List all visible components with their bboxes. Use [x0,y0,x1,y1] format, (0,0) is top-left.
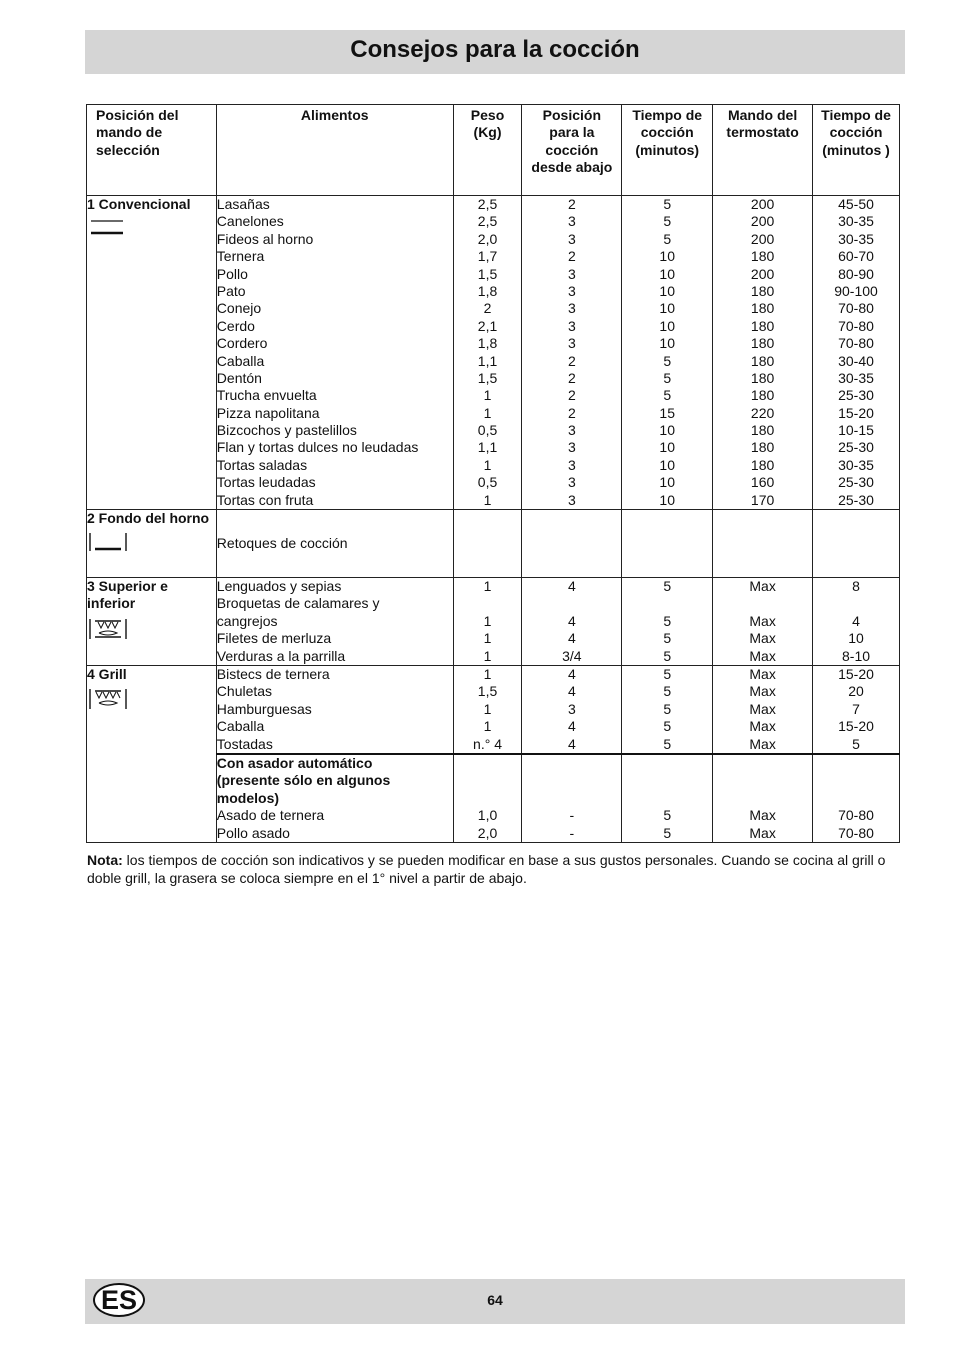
cell-value: Pizza napolitana [216,404,320,421]
cell-value: 10 [659,335,675,352]
cell-value: 0,5 [477,474,498,491]
cell-value: 1,5 [477,265,498,282]
value-cell [813,754,900,842]
cell-value: - [569,824,575,841]
cell-value: Pato [216,282,246,299]
cell-value: 3 [567,335,576,352]
cell-value: 25-30 [838,387,874,404]
value-cell [453,754,522,842]
title-bar [85,30,905,74]
cell-value: 1 [483,456,492,473]
cell-value: 1,1 [477,439,498,456]
value-cell [622,196,713,510]
cell-value: 5 [663,578,672,595]
cell-value: 3 [567,491,576,508]
sub-heading-line: modelos) [216,789,280,806]
cell-value: 1 [483,404,492,421]
cell-value: 1 [483,578,492,595]
cell-value: 5 [852,735,860,752]
table-row [87,196,900,510]
cell-value: Filetes de merluza [216,630,332,647]
cell-value: 60-70 [838,248,874,265]
table-row [87,578,900,666]
cell-value: 8-10 [842,647,871,664]
cell-value: 1 [483,718,492,735]
cell-value: 5 [663,196,672,212]
cell-value: 10 [659,474,675,491]
cell-value: 220 [750,404,775,421]
cell-value: Max [749,683,776,700]
cell-value: 0,5 [477,422,498,439]
cell-value: 10 [659,491,675,508]
cell-value: 180 [750,369,775,386]
cell-value: 180 [750,456,775,473]
cell-value: 3 [567,317,576,334]
cell-value: 15-20 [838,665,874,682]
cell-value: 180 [750,317,775,334]
header-position: Posición para la cocción desde abajo [522,105,622,196]
cell-value: Pollo [216,265,248,282]
cell-value: 15-20 [838,718,874,735]
value-cell [713,510,813,578]
cell-value: Asado de ternera [216,807,325,824]
note [87,851,902,887]
cell-value: 5 [663,735,672,752]
cell-value: 3 [567,213,576,230]
cell-value: 10 [659,456,675,473]
value-cell [713,665,813,753]
cell-value: Cordero [216,335,268,352]
value-cell [713,196,813,510]
cell-value: 10 [659,422,675,439]
cell-value: Fideos al horno [216,230,314,247]
value-cell [522,665,622,753]
cell-value: 30-35 [838,213,874,230]
cell-value: 200 [750,230,775,247]
cell-value: Conejo [216,300,262,317]
cell-value: Max [749,807,776,824]
cell-value: 5 [663,700,672,717]
value-cell [622,510,713,578]
cell-value: 5 [663,630,672,647]
cell-value: Caballa [216,352,265,369]
cell-value: 2 [567,352,576,369]
value-cell [713,578,813,666]
cell-value: 45-50 [838,196,874,212]
header-food: Alimentos [216,105,453,196]
header-weight: Peso (Kg) [453,105,522,196]
header-thermostat: Mando del termostato [713,105,813,196]
cell-value: Max [749,735,776,752]
cell-value: 160 [750,474,775,491]
cell-value: 180 [750,248,775,265]
note-label: Nota: [87,852,123,868]
cell-value: 1,1 [477,352,498,369]
cell-value: 8 [852,578,860,595]
cell-value: Max [749,612,776,629]
value-cell [453,196,522,510]
cell-value: 3 [567,300,576,317]
cell-value: Max [749,630,776,647]
cell-value: 4 [852,612,860,629]
cell-value: Chuletas [216,683,273,700]
cell-value: 4 [567,665,576,682]
cell-value: 10 [848,630,864,647]
cell-value: 5 [663,665,672,682]
cell-value: 15-20 [838,404,874,421]
cell-value: 5 [663,824,672,841]
cell-value: 10 [659,248,675,265]
value-cell [453,510,522,578]
cell-value: Trucha envuelta [216,387,317,404]
cell-value: 2,0 [477,230,498,247]
cell-value: 4 [567,612,576,629]
cell-value: 1 [483,665,492,682]
cell-value: Broquetas de calamares y [216,595,380,612]
cell-value: 180 [750,300,775,317]
cell-value: Retoques de cocción [216,534,348,551]
cell-value: Cerdo [216,317,255,334]
food-cell [216,665,453,753]
mode-cell [87,665,217,842]
cell-value: 1 [483,647,492,664]
cell-value: Max [749,647,776,664]
cell-value: 200 [750,196,775,212]
cell-value: 180 [750,422,775,439]
cell-value: 5 [663,683,672,700]
mode-cell [87,196,217,510]
cell-value: 1,5 [477,683,498,700]
cell-value: 3 [567,422,576,439]
value-cell [813,510,900,578]
fondo-del-horno-icon [87,531,216,557]
cell-value: 2 [483,300,492,317]
cell-value: Canelones [216,213,284,230]
mode-cell [87,578,217,666]
cell-value: 7 [852,700,860,717]
cell-value: 1 [483,387,492,404]
cell-value: Lasañas [216,196,270,212]
cell-value: 4 [567,578,576,595]
cell-value: 10 [659,300,675,317]
cell-value: Flan y tortas dulces no leudadas [216,439,419,456]
cell-value: Tortas leudadas [216,474,316,491]
food-cell [216,510,453,578]
cell-value: 3 [567,474,576,491]
cell-value: cangrejos [216,612,278,629]
value-cell [522,196,622,510]
cell-value: 2 [567,369,576,386]
cell-value: 25-30 [838,439,874,456]
cell-value: 30-35 [838,230,874,247]
cell-value: 5 [663,230,672,247]
cell-value: Tortas con fruta [216,491,314,508]
header-preheat-time: Tiempo de cocción (minutos) [622,105,713,196]
language-badge: ES [93,1283,145,1317]
note-text: los tiempos de cocción son indicativos y se pueden modificar en base a sus gustos personales. Cuando se cocina al grill o doble grill, la grasera se coloca siempre en el 1° nivel a partir de abajo. [87,852,886,886]
grill-icon [87,687,216,715]
cell-value: 170 [750,491,775,508]
cell-value: Max [749,665,776,682]
cell-value: 2,0 [477,824,498,841]
cell-value: 1,0 [477,807,498,824]
mode-label: 2 Fondo del horno [87,510,210,527]
cell-value: 180 [750,335,775,352]
cell-value: 180 [750,282,775,299]
cell-value: 5 [663,807,672,824]
cell-value: 30-35 [838,369,874,386]
cooking-table [86,104,900,843]
cell-value: 3 [567,230,576,247]
cell-value: 200 [750,265,775,282]
value-cell [453,578,522,666]
cell-value: 10 [659,265,675,282]
table-row [87,510,900,578]
cell-value: 2,1 [477,317,498,334]
cell-value: 5 [663,718,672,735]
cell-value: Max [749,824,776,841]
cell-value: 4 [567,683,576,700]
value-cell [813,196,900,510]
cell-value: 1,7 [477,248,498,265]
mode-label: 4 Grill [87,665,127,682]
cell-value: 25-30 [838,474,874,491]
value-cell [622,578,713,666]
food-cell [216,196,453,510]
cell-value: Max [749,718,776,735]
cell-value: 2 [567,248,576,265]
superior-inferior-icon [87,617,216,645]
cell-value: 3 [567,282,576,299]
value-cell [453,665,522,753]
value-cell [713,754,813,842]
cell-value: 200 [750,213,775,230]
cell-value: 70-80 [838,317,874,334]
cell-value: Max [749,578,776,595]
table-row [87,665,900,753]
cell-value: 70-80 [838,807,874,824]
cell-value: 30-40 [838,352,874,369]
mode-label: 3 Superior e inferior [87,578,168,612]
cell-value: 10 [659,282,675,299]
food-cell [216,754,453,842]
cell-value: 4 [567,735,576,752]
value-cell [622,754,713,842]
table-body [87,196,900,843]
cell-value: 180 [750,387,775,404]
cell-value: 5 [663,387,672,404]
cell-value: 4 [567,630,576,647]
cell-value: 5 [663,612,672,629]
cell-value: 2,5 [477,213,498,230]
value-cell [813,665,900,753]
value-cell [622,665,713,753]
cell-value: 30-35 [838,456,874,473]
cell-value: Bizcochos y pastelillos [216,422,357,439]
cell-value: 1,5 [477,369,498,386]
cell-value: Dentón [216,369,262,386]
value-cell [813,578,900,666]
cell-value: Max [749,700,776,717]
cell-value: 10 [659,317,675,334]
cell-value: - [569,807,575,824]
convencional-icon [87,217,216,241]
cell-value: 180 [750,439,775,456]
cell-value: 10 [659,439,675,456]
cell-value: 1 [483,491,492,508]
cell-value: 1 [483,612,492,629]
cell-value: Verduras a la parrilla [216,647,346,664]
cell-value: 5 [663,213,672,230]
cell-value: 80-90 [838,265,874,282]
header-cooking-time: Tiempo de cocción (minutos ) [813,105,900,196]
cell-value: 1,8 [477,282,498,299]
mode-cell [87,510,217,578]
cell-value: 5 [663,352,672,369]
sub-heading-line: Con asador automático [216,754,373,771]
value-cell [522,578,622,666]
cell-value: 90-100 [834,282,878,299]
cell-value: 2,5 [477,196,498,212]
cell-value: 2 [567,196,576,212]
page-number: 64 [487,1292,503,1308]
cell-value: Caballa [216,718,265,735]
cell-value: 4 [567,718,576,735]
value-cell [522,754,622,842]
cell-value: 2 [567,404,576,421]
cell-value: 25-30 [838,491,874,508]
cell-value: 180 [750,352,775,369]
cell-value: n.° 4 [473,735,502,752]
cell-value: 20 [848,683,864,700]
cell-value: Lenguados y sepias [216,578,342,595]
cell-value: 2 [567,387,576,404]
value-cell [522,510,622,578]
cell-value: 70-80 [838,335,874,352]
cell-value: Tortas saladas [216,456,308,473]
header-mode: Posición del mando de selección [87,105,217,196]
cell-value: 5 [663,369,672,386]
page-title: Consejos para la cocción [350,36,640,63]
cell-value: 5 [663,647,672,664]
cell-value: 70-80 [838,300,874,317]
cell-value: 3 [567,265,576,282]
cell-value: 1,8 [477,335,498,352]
header-row [87,105,900,196]
cell-value: Bistecs de ternera [216,665,330,682]
sub-heading-line: (presente sólo en algunos [216,772,391,789]
cell-value: 3 [567,456,576,473]
cell-value: Hamburguesas [216,700,312,717]
cell-value: Ternera [216,248,265,265]
cell-value: 15 [659,404,675,421]
cell-value: Pollo asado [216,824,290,841]
cell-value: 3/4 [562,647,582,664]
cell-value: 3 [567,700,576,717]
cell-value: 3 [567,439,576,456]
food-cell [216,578,453,666]
cell-value: Tostadas [216,735,273,752]
mode-label: 1 Convencional [87,196,191,212]
cell-value: 1 [483,630,492,647]
cell-value: 70-80 [838,824,874,841]
cell-value: 1 [483,700,492,717]
cell-value: 10-15 [838,422,874,439]
